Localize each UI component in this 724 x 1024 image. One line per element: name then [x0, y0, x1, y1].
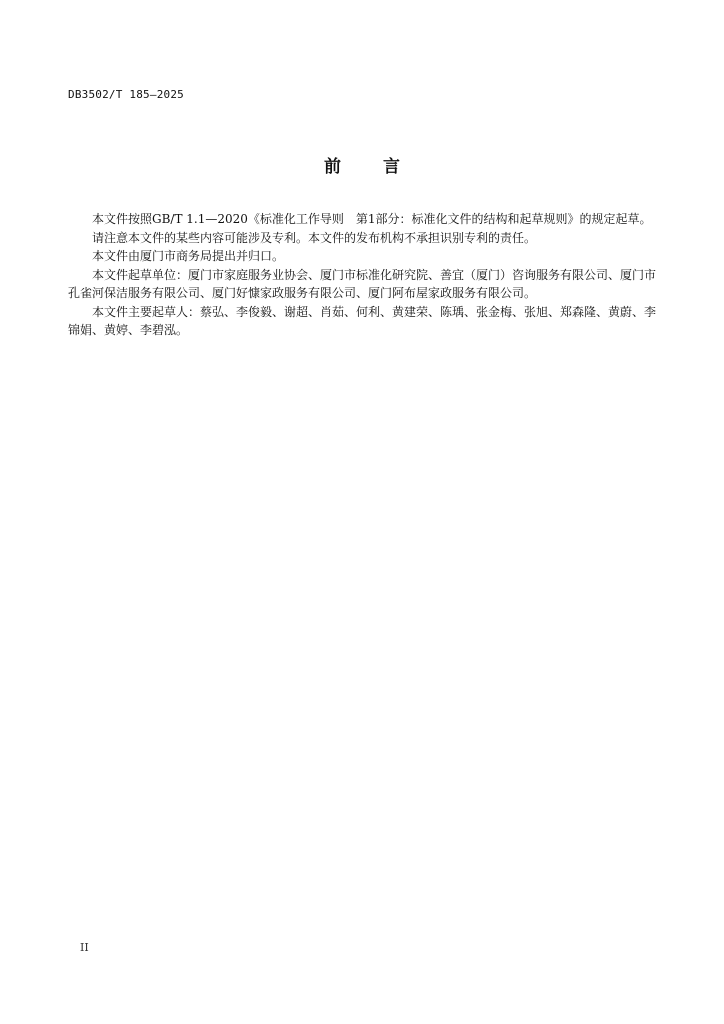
paragraph-patent-notice: 请注意本文件的某些内容可能涉及专利。本文件的发布机构不承担识别专利的责任。	[92, 230, 537, 245]
page-title: 前言	[324, 157, 442, 177]
paragraph-proposer: 本文件由厦门市商务局提出并归口。	[92, 249, 285, 263]
document-code: DB3502/T 185—2025	[68, 88, 184, 101]
paragraph-drafting-rules: 本文件按照GB/T 1.1—2020《标准化工作导则 第1部分：标准化文件的结构和起草规则》的规定起草。	[92, 212, 652, 226]
paragraph-drafters: 本文件主要起草人：蔡弘、李俊毅、谢超、肖茹、何利、黄建荣、陈瑀、张金梅、张旭、郑森隆、黄蔚、李锦娟、黄婷、李碧泓。	[68, 304, 657, 337]
paragraph-drafting-units: 本文件起草单位：厦门市家庭服务业协会、厦门市标准化研究院、善宜（厦门）咨询服务有限公司、厦门市孔雀河保洁服务有限公司、厦门好慷家政服务有限公司、厦门阿布屋家政服务有限公司。	[68, 267, 657, 300]
page-number: II	[80, 941, 89, 954]
foreword-body	[68, 210, 656, 340]
